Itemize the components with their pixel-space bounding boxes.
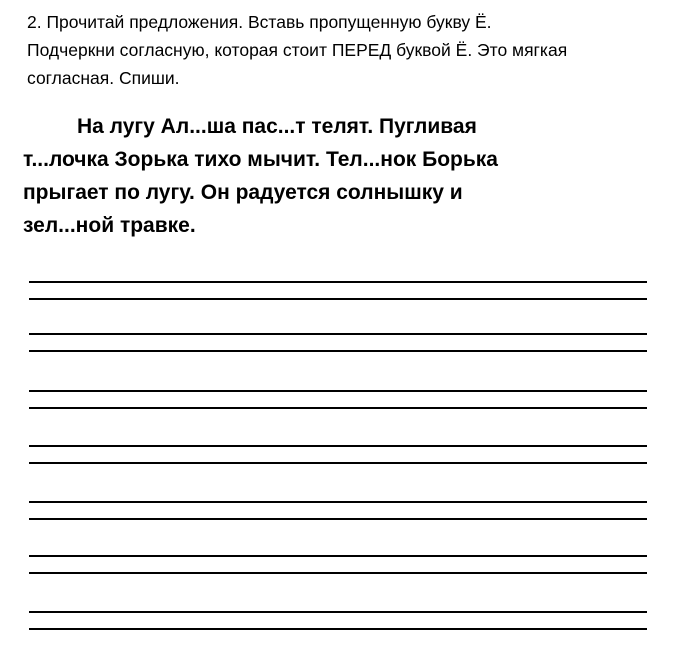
writing-rule-line — [29, 333, 647, 335]
exercise-line-1: На лугу Ал...ша пас...т телят. Пугливая — [77, 115, 477, 138]
writing-rule-line — [29, 407, 647, 409]
exercise-line-2: т...лочка Зорька тихо мычит. Тел...нок Борька — [23, 148, 498, 171]
writing-rule-line — [29, 462, 647, 464]
writing-rule-line — [29, 445, 647, 447]
writing-rule-line — [29, 628, 647, 630]
instruction-line-2: Подчеркни согласную, которая стоит ПЕРЕД буквой Ё. Это мягкая — [27, 40, 568, 60]
writing-rule-line — [29, 350, 647, 352]
writing-rule-line — [29, 611, 647, 613]
writing-rule-line — [29, 281, 647, 283]
exercise-line-4: зел...ной травке. — [23, 214, 196, 237]
instruction-line-3: согласная. Спиши. — [27, 68, 180, 88]
instruction-line-1: 2. Прочитай предложения. Вставь пропущенную букву Ё. — [27, 12, 492, 32]
exercise-line-3: прыгает по лугу. Он радуется солнышку и — [23, 181, 463, 204]
writing-rule-line — [29, 555, 647, 557]
writing-rule-line — [29, 390, 647, 392]
writing-rule-line — [29, 501, 647, 503]
writing-rule-line — [29, 298, 647, 300]
writing-rule-line — [29, 518, 647, 520]
writing-rule-line — [29, 572, 647, 574]
